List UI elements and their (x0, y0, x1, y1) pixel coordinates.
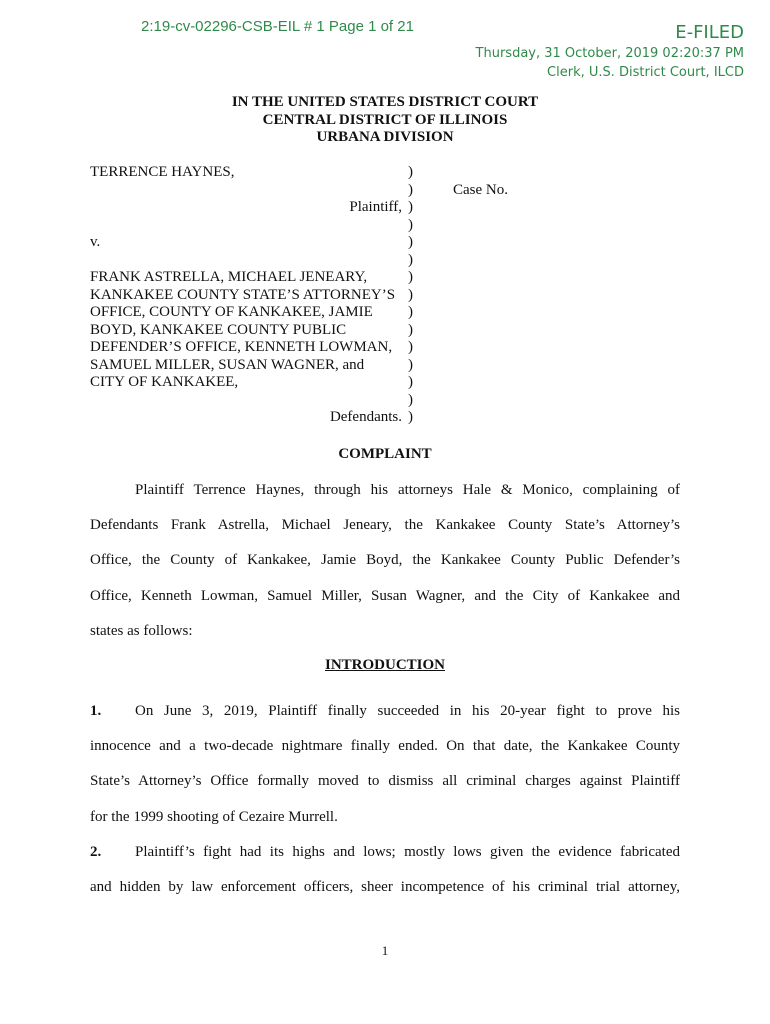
complaint-title: COMPLAINT (338, 446, 432, 462)
paragraph-number: 2. (90, 844, 102, 860)
efiled-date: Thursday, 31 October, 2019 02:20:37 PM (475, 46, 744, 61)
intro-paragraph (90, 473, 680, 649)
defendants-label: Defendants. (329, 409, 402, 425)
defendant-line: OFFICE, COUNTY OF KANKAKEE, JAMIE (90, 304, 373, 320)
paragraph-line: states as follows: (90, 622, 193, 639)
paren: ) (408, 321, 413, 338)
case-number-label: Case No. (453, 181, 508, 198)
page-number: 1 (381, 943, 389, 958)
paragraph-line: Plaintiff’s fight had its highs and lows; mostly lows given the evidence fabricated (135, 844, 680, 860)
paragraph-line: innocence and a two-decade nightmare finally ended. On that date, the Kankakee County (90, 738, 680, 755)
paren: ) (408, 199, 413, 215)
paragraph-1 (90, 694, 680, 835)
caption-parties (90, 164, 408, 427)
paragraph-line: Office, the County of Kankakee, Jamie Boyd, the Kankakee County Public Defender’s (90, 552, 680, 569)
paren: ) (408, 286, 413, 303)
paren: ) (408, 409, 413, 425)
paragraph-line: On June 3, 2019, Plaintiff finally succeeded in his 20-year fight to prove his (135, 703, 680, 719)
paragraph-number: 1. (90, 703, 102, 719)
defendant-line: SAMUEL MILLER, SUSAN WAGNER, and (90, 356, 365, 373)
paren: ) (408, 181, 413, 198)
defendant-line: CITY OF KANKAKEE, (90, 374, 239, 390)
defendant-line: BOYD, KANKAKEE COUNTY PUBLIC (90, 321, 347, 338)
paren: ) (408, 234, 413, 250)
court-line-1: IN THE UNITED STATES DISTRICT COURT (231, 94, 539, 110)
paragraph-line: Defendants Frank Astrella, Michael Jeneary, the Kankakee County State’s Attorney’s (90, 517, 680, 534)
introduction-heading-text: INTRODUCTION (324, 657, 445, 673)
paren: ) (408, 304, 413, 320)
defendant-line: FRANK ASTRELLA, MICHAEL JENEARY, (90, 269, 368, 285)
court-line-2: CENTRAL DISTRICT OF ILLINOIS (262, 111, 508, 128)
court-header (0, 94, 770, 147)
paragraph-line: and hidden by law enforcement officers, sheer incompetence of his criminal trial attorney, (90, 879, 680, 896)
efiled-stamp (476, 22, 744, 82)
paragraph-line: Office, Kenneth Lowman, Samuel Miller, Susan Wagner, and the City of Kankakee and (90, 587, 680, 604)
court-line-3: URBANA DIVISION (316, 129, 454, 145)
efiled-title: E-FILED (675, 22, 744, 43)
defendant-line: KANKAKEE COUNTY STATE’S ATTORNEY’S (90, 286, 396, 303)
versus: v. (90, 234, 101, 250)
introduction-heading (0, 657, 770, 674)
defendant-line: DEFENDER’S OFFICE, KENNETH LOWMAN, (90, 339, 393, 355)
paragraph-line: for the 1999 shooting of Cezaire Murrell. (90, 808, 338, 825)
paren: ) (408, 269, 413, 285)
paren: ) (408, 356, 413, 373)
paren: ) (408, 164, 413, 180)
caption-parentheses (408, 164, 420, 427)
plaintiff-label: Plaintiff, (349, 199, 402, 215)
plaintiff-name: TERRENCE HAYNES, (90, 164, 235, 180)
paren: ) (408, 391, 413, 408)
paren: ) (408, 251, 413, 268)
paren: ) (408, 374, 413, 390)
paragraph-line: Plaintiff Terrence Haynes, through his attorneys Hale & Monico, complaining of (135, 482, 680, 498)
paren: ) (408, 339, 413, 355)
paragraph-line: State’s Attorney’s Office formally moved to dismiss all criminal charges against Plaintiff (90, 773, 680, 790)
case-stamp: 2:19-cv-02296-CSB-EIL # 1 Page 1 of 21 (141, 18, 414, 35)
paren: ) (408, 216, 413, 233)
paragraph-2 (90, 835, 680, 905)
efiled-clerk: Clerk, U.S. District Court, ILCD (547, 65, 744, 80)
